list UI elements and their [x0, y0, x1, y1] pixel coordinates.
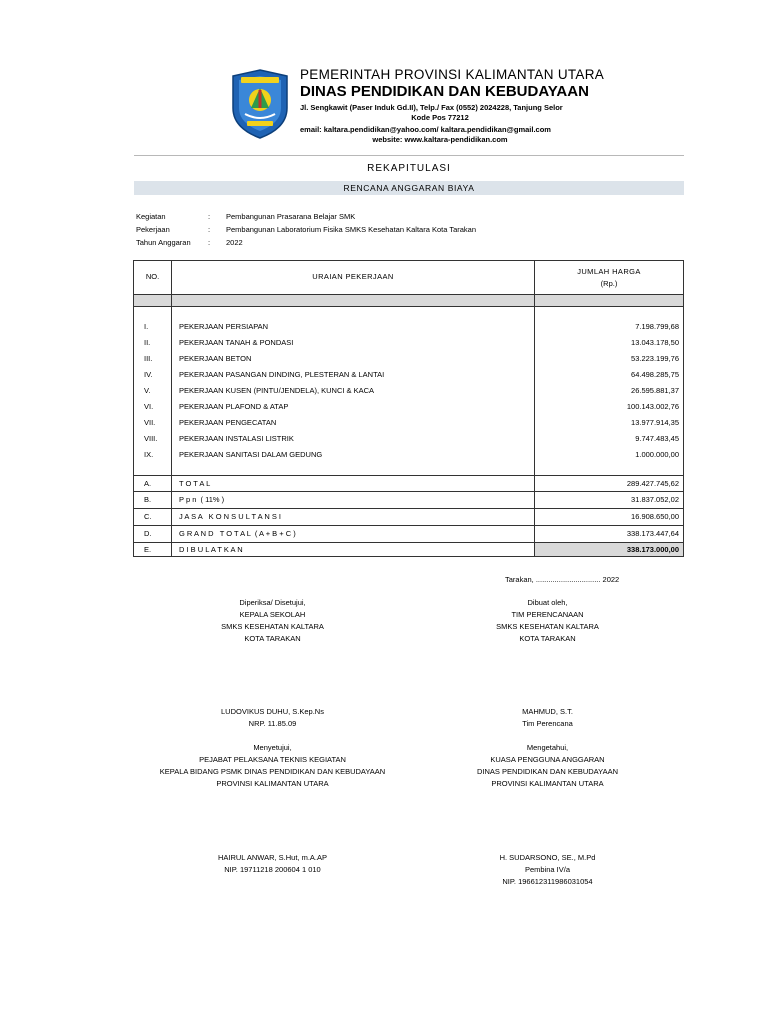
- row-divider: [134, 306, 683, 307]
- item-no: V.: [144, 386, 151, 395]
- sig-province: PROVINSI KALIMANTAN UTARA: [491, 779, 604, 788]
- sig-name-kpa: [420, 852, 675, 888]
- total-amount: 289.427.745,62: [626, 479, 679, 488]
- header-government: PEMERINTAH PROVINSI KALIMANTAN UTARA: [300, 67, 605, 82]
- item-desc: PEKERJAAN INSTALASI LISTRIK: [179, 434, 294, 443]
- sig-id: Tim Perencana: [522, 719, 573, 728]
- sig-block-pptk: [130, 742, 415, 790]
- item-amount: 64.498.285,75: [631, 370, 679, 379]
- sig-position: KEPALA SEKOLAH: [239, 610, 306, 619]
- item-amount: 1.000.000,00: [635, 450, 679, 459]
- sig-block-principal: [130, 597, 415, 645]
- item-no: VII.: [144, 418, 156, 427]
- sig-position: PEJABAT PELAKSANA TEKNIS KEGIATAN: [199, 755, 346, 764]
- item-desc: PEKERJAAN PASANGAN DINDING, PLESTERAN & LANTAI: [179, 370, 385, 379]
- info-label-pekerjaan: Pekerjaan: [136, 225, 170, 234]
- header-email: email: kaltara.pendidikan@yahoo.com/ kaltara.pendidikan@gmail.com: [300, 125, 551, 134]
- consultant-amount: 16.908.650,00: [631, 512, 679, 521]
- sig-block-kpa: [420, 742, 675, 790]
- item-no: II.: [144, 338, 151, 347]
- item-desc: PEKERJAAN PLAFOND & ATAP: [179, 402, 289, 411]
- item-desc: PEKERJAAN KUSEN (PINTU/JENDELA), KUNCI & KACA: [179, 386, 375, 395]
- item-amount: 26.595.881,37: [631, 386, 679, 395]
- row-divider: [134, 525, 683, 526]
- col-header-no: NO.: [145, 272, 160, 281]
- place-date: Tarakan, ............................... 2022: [505, 575, 620, 584]
- rounded-no: E.: [144, 545, 152, 554]
- row-divider: [134, 508, 683, 509]
- sig-caption: Diperiksa/ Disetujui,: [239, 598, 306, 607]
- grand-total-amount: 338.173.447,64: [626, 529, 679, 538]
- item-amount: 9.747.483,45: [635, 434, 679, 443]
- sig-institution: KEPALA BIDANG PSMK DINAS PENDIDIKAN DAN KEBUDAYAAN: [159, 767, 386, 776]
- sig-position: TIM PERENCANAAN: [511, 610, 584, 619]
- province-logo: [229, 68, 291, 140]
- info-value-tahun: 2022: [226, 238, 243, 247]
- item-desc: PEKERJAAN BETON: [179, 354, 252, 363]
- spacer-row: [134, 295, 683, 306]
- ppn-desc: P p n ( 11% ): [179, 495, 225, 504]
- sig-name: H. SUDARSONO, SE., M.Pd: [499, 853, 596, 862]
- col-header-jumlah: JUMLAH HARGA: [577, 267, 641, 276]
- col-header-uraian: URAIAN PEKERJAAN: [312, 272, 394, 281]
- sig-block-planner: [420, 597, 675, 645]
- item-desc: PEKERJAAN SANITASI DALAM GEDUNG: [179, 450, 323, 459]
- header-website: website: www.kaltara-pendidikan.com: [372, 135, 508, 144]
- sig-caption: Menyetujui,: [253, 743, 292, 752]
- total-no: A.: [144, 479, 152, 488]
- row-divider: [134, 294, 683, 295]
- info-sep: :: [208, 225, 211, 234]
- item-no: IV.: [144, 370, 153, 379]
- total-desc: T O T A L: [179, 479, 211, 488]
- row-divider: [134, 542, 683, 543]
- item-amount: 13.977.914,35: [631, 418, 679, 427]
- info-value-kegiatan: Pembangunan Prasarana Belajar SMK: [226, 212, 356, 221]
- item-no: III.: [144, 354, 153, 363]
- item-no: I.: [144, 322, 149, 331]
- consultant-no: C.: [144, 512, 152, 521]
- sig-position: KUASA PENGGUNA ANGGARAN: [490, 755, 605, 764]
- sig-institution: SMKS KESEHATAN KALTARA: [496, 622, 599, 631]
- document-subtitle: RENCANA ANGGARAN BIAYA: [134, 181, 684, 195]
- item-amount: 53.223.199,76: [631, 354, 679, 363]
- grand-total-desc: G R A N D T O T A L ( A + B + C ): [179, 529, 296, 538]
- info-label-tahun: Tahun Anggaran: [136, 238, 191, 247]
- item-amount: 13.043.178,50: [631, 338, 679, 347]
- sig-name: MAHMUD, S.T.: [522, 707, 573, 716]
- item-no: IX.: [144, 450, 154, 459]
- row-divider: [134, 491, 683, 492]
- item-desc: PEKERJAAN PERSIAPAN: [179, 322, 269, 331]
- item-no: VIII.: [144, 434, 158, 443]
- item-amount: 7.198.799,68: [635, 322, 679, 331]
- budget-table: [133, 260, 684, 557]
- sig-name: LUDOVIKUS DUHU, S.Kep.Ns: [221, 707, 324, 716]
- grand-total-no: D.: [144, 529, 152, 538]
- header-divider: [134, 155, 684, 156]
- row-divider: [134, 475, 683, 476]
- info-label-kegiatan: Kegiatan: [136, 212, 166, 221]
- sig-name-pptk: [130, 852, 415, 876]
- item-amount: 100.143.002,76: [626, 402, 679, 411]
- info-sep: :: [208, 238, 211, 247]
- sig-city: KOTA TARAKAN: [244, 634, 301, 643]
- sig-city: KOTA TARAKAN: [519, 634, 576, 643]
- sig-province: PROVINSI KALIMANTAN UTARA: [216, 779, 329, 788]
- header-agency: DINAS PENDIDIKAN DAN KEBUDAYAAN: [300, 83, 589, 100]
- sig-institution: SMKS KESEHATAN KALTARA: [221, 622, 324, 631]
- ppn-amount: 31.837.052,02: [631, 495, 679, 504]
- item-desc: PEKERJAAN PENGECATAN: [179, 418, 277, 427]
- item-desc: PEKERJAAN TANAH & PONDASI: [179, 338, 294, 347]
- header-postcode: Kode Pos 77212: [411, 113, 469, 122]
- item-no: VI.: [144, 402, 154, 411]
- sig-id: NIP. 19711218 200604 1 010: [224, 865, 321, 874]
- info-value-pekerjaan: Pembangunan Laboratorium Fisika SMKS Kesehatan Kaltara Kota Tarakan: [226, 225, 477, 234]
- sig-id: NRP. 11.85.09: [248, 719, 297, 728]
- document-title: REKAPITULASI: [367, 163, 451, 174]
- sig-name-principal: [130, 706, 415, 730]
- consultant-desc: J A S A K O N S U L T A N S I: [179, 512, 281, 521]
- sig-caption: Dibuat oleh,: [527, 598, 568, 607]
- sig-name-planner: [420, 706, 675, 730]
- rounded-desc: D I B U L A T K A N: [179, 545, 243, 554]
- sig-caption: Mengetahui,: [526, 743, 569, 752]
- sig-rank: Pembina IV/a: [524, 865, 571, 874]
- col-header-rp: (Rp.): [600, 279, 618, 288]
- sig-institution: DINAS PENDIDIKAN DAN KEBUDAYAAN: [476, 767, 618, 776]
- header-address: Jl. Sengkawit (Paser Induk Gd.II), Telp./ Fax (0552) 2024228, Tanjung Selor: [300, 103, 563, 112]
- ppn-no: B.: [144, 495, 152, 504]
- sig-id: NIP. 196612311986031054: [502, 877, 593, 886]
- sig-name: HAIRUL ANWAR, S.Hut, m.A.AP: [217, 853, 328, 862]
- info-sep: :: [208, 212, 211, 221]
- rounded-amount: 338.173.000,00: [626, 545, 679, 554]
